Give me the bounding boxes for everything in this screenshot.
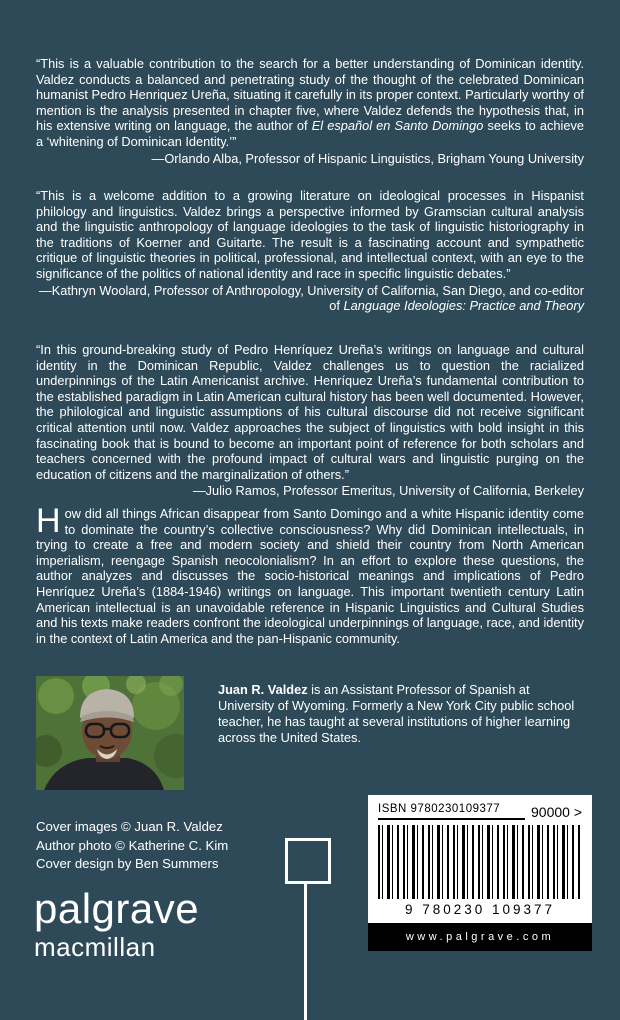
author-photo — [36, 676, 184, 790]
fold-mark-square — [285, 838, 331, 884]
author-bio-body: is an Assistant Professor of Spanish at University of Wyoming. Formerly a New York City public school teacher, he has taught at several institutions of higher learning across the United States. — [218, 682, 575, 745]
palgrave-macmillan-logo — [34, 885, 200, 962]
credits — [36, 818, 228, 874]
logo-macmillan: macmillan — [34, 932, 156, 962]
author-bio-text — [218, 682, 578, 746]
quote-1-attribution: —Orlando Alba, Professor of Hispanic Linguistics, Brigham Young University — [151, 150, 584, 166]
description-text: ow did all things African disappear from Santo Domingo and a white Hispanic identity come to dominate the country’s collective consciousness? Why did Dominican intellectuals, in trying to create a free and modern society and shield their country from North American imperialism, reengage Spanish neocolonialism? In an effort to explore these questions, the author analyzes and discusses the socio-historical meanings and implications of Pedro Henríquez Ureña’s (1884-1946) writings on language. This important twentieth century Latin American intellectual is an unavoidable reference in Hispanic Linguistics and Cultural Studies and his texts make readers confront the ideological underpinnings of language, race, and identity in the context of Latin America and the pan-Hispanic community. — [36, 506, 584, 646]
barcode-bars — [378, 825, 582, 899]
author-photo-illustration — [36, 676, 184, 790]
quote-3-attribution: —Julio Ramos, Professor Emeritus, University of California, Berkeley — [192, 483, 584, 499]
author-name: Juan R. Valdez — [218, 682, 308, 697]
barcode-panel — [368, 795, 592, 923]
quote-2-attribution — [36, 283, 584, 314]
credit-cover-design: Cover design by Ben Summers — [36, 856, 219, 871]
isbn-row — [378, 803, 582, 820]
logo-palgrave: palgrave — [34, 885, 200, 932]
barcode-digits: 9 780230 109377 — [404, 902, 556, 917]
quote-2 — [36, 188, 584, 314]
quote-1-open: “This is a valuable contribution to the search for a better understanding of Dominican identity. Valdez conducts a balanced and penetrating study of the thought of the celebrated Dominican humanist Pedro Henriquez Ureña, situating it carefully in its proper context. Particularly worthy of mention is the analysis presented in chapter five, where Valdez defends the hypothesis that, in his extensive writing on language, the author of — [36, 56, 584, 134]
quote-2-text: “This is a welcome addition to a growing literature on ideological processes in Hispanist philology and linguistics. Valdez brings a perspective informed by Gramscian cultural analysis and the linguistic anthropology of language ideologies to the task of linguistic historiography in the traditions of Koerner and Guitarte. The result is a fascinating account and sympathetic critique of linguistic theories in political, professional, and intellectual context, with an eye to the significance of the politics of national identity and race in specific linguistic debates.” — [36, 188, 584, 281]
isbn-label: ISBN 9780230109377 — [378, 803, 525, 820]
credit-author-photo: Author photo © Katherine C. Kim — [36, 837, 229, 853]
description-dropcap: H — [36, 502, 61, 540]
quote-1-close: seeks to achieve a ‘whitening of Dominican Identity.’” — [36, 118, 584, 149]
quote-2-attribution-book-title: Language Ideologies: Practice and Theory — [343, 298, 584, 314]
fold-mark-line — [304, 884, 307, 1020]
quote-1-book-title: El español en Santo Domingo — [311, 118, 484, 134]
website-band: www.palgrave.com — [368, 923, 592, 951]
price-code: 90000 > — [531, 804, 582, 820]
quote-3-text: “In this ground-breaking study of Pedro Henríquez Ureña’s writings on language and cultural identity in the Dominican Republic, Valdez challenges us to question the racialized underpinnings of the Latin Americanist archive. Henríquez Ureña’s fundamental contribution to the established paradigm in Latin American cultural history has been well documented. However, the philological and linguistic assumptions of his cultural discourse did not receive significant critical attention until now. Valdez approaches the subject of linguistics with bold insight in this fascinating book that is bound to become an important point of reference for both scholars and teachers concerned with the profound impact of cultural wars and linguistic purging on the education of citizens and the marginalization of others.” — [36, 342, 584, 482]
author-bio — [36, 676, 584, 790]
quote-1-text — [36, 56, 584, 150]
book-description — [36, 502, 584, 646]
quote-1 — [36, 56, 584, 166]
quote-2-attribution-text: —Kathryn Woolard, Professor of Anthropology, University of California, San Diego, and co-editor of — [38, 282, 584, 314]
quote-3 — [36, 342, 584, 499]
credit-cover-images: Cover images © Juan R. Valdez — [36, 819, 223, 834]
barcode-block — [368, 795, 592, 951]
